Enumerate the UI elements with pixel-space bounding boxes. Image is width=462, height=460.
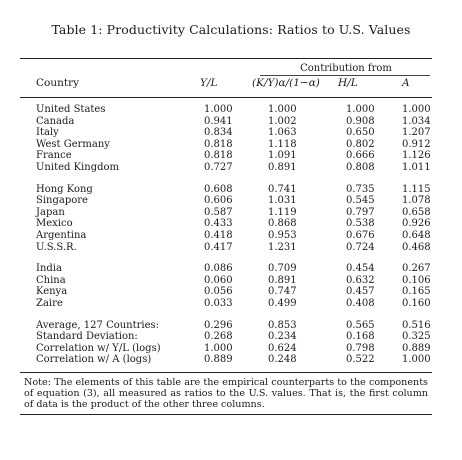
table-row <box>20 127 432 139</box>
value-cell: 1.000 <box>402 354 431 366</box>
row-label-cell: Singapore <box>36 195 88 207</box>
row-label-cell: Average, 127 Countries: <box>36 319 160 331</box>
value-cell: 0.747 <box>268 286 297 298</box>
value-cell: 0.499 <box>268 297 297 309</box>
table-row <box>20 104 432 116</box>
value-cell: 0.709 <box>268 263 297 275</box>
table-caption: Table 1: Productivity Calculations: Ratios to U.S. Values <box>51 22 411 37</box>
table-row <box>20 184 432 196</box>
row-label-cell: Japan <box>36 206 65 218</box>
bottom-rule <box>20 414 432 415</box>
row-label-cell: West Germany <box>36 138 110 150</box>
value-cell: 0.908 <box>346 115 375 127</box>
value-cell: 0.165 <box>402 286 431 298</box>
row-label-cell: Kenya <box>36 286 68 298</box>
value-cell: 0.808 <box>346 161 375 173</box>
value-cell: 0.587 <box>204 206 233 218</box>
col-header-hl: H/L <box>338 77 358 89</box>
value-cell: 0.168 <box>346 331 375 343</box>
value-cell: 1.063 <box>268 127 297 139</box>
row-label-cell: China <box>36 274 66 286</box>
row-label-cell: Argentina <box>36 229 87 241</box>
row-label-cell: Italy <box>36 127 59 139</box>
value-cell: 0.056 <box>204 286 233 298</box>
value-cell: 0.325 <box>402 331 431 343</box>
value-cell: 0.248 <box>268 354 297 366</box>
value-cell: 0.106 <box>402 274 431 286</box>
value-cell: 1.119 <box>268 206 297 218</box>
table-row <box>20 331 432 343</box>
value-cell: 0.160 <box>402 297 431 309</box>
value-cell: 0.268 <box>204 331 233 343</box>
value-cell: 1.031 <box>268 195 297 207</box>
value-cell: 0.818 <box>204 138 233 150</box>
value-cell: 0.889 <box>402 342 431 354</box>
row-label-cell: U.S.S.R. <box>36 241 77 253</box>
value-cell: 0.522 <box>346 354 375 366</box>
value-cell: 0.033 <box>204 297 233 309</box>
value-cell: 0.516 <box>402 319 431 331</box>
value-cell: 0.741 <box>268 183 297 195</box>
value-cell: 1.091 <box>268 150 297 162</box>
group-spacer <box>20 310 432 320</box>
table-row <box>20 139 432 151</box>
value-cell: 1.000 <box>346 104 375 115</box>
value-cell: 1.231 <box>268 241 297 253</box>
value-cell: 0.538 <box>346 218 375 230</box>
table-row <box>20 207 432 219</box>
data-table-body <box>20 104 432 366</box>
value-cell: 0.797 <box>346 206 375 218</box>
value-cell: 0.417 <box>204 241 233 253</box>
value-cell: 0.798 <box>346 342 375 354</box>
value-cell: 0.545 <box>346 195 375 207</box>
value-cell: 0.891 <box>268 161 297 173</box>
value-cell: 0.853 <box>268 319 297 331</box>
spacer-cell <box>20 253 432 263</box>
value-cell: 0.818 <box>204 150 233 162</box>
table-note: Note: The elements of this table are the empirical counterparts to the components of equation (3), all measured as ratios to the U.S. values. That is, the first column of data is the product of the other three columns. <box>24 376 428 411</box>
col-header-ky: (K/Y)α/(1−α) <box>252 77 320 89</box>
value-cell: 0.267 <box>402 263 431 275</box>
table-row <box>20 263 432 275</box>
value-cell: 0.666 <box>346 150 375 162</box>
row-label-cell: France <box>36 150 72 162</box>
value-cell: 0.912 <box>402 138 431 150</box>
value-cell: 0.891 <box>268 274 297 286</box>
table-row <box>20 354 432 366</box>
row-label-cell: India <box>36 263 62 275</box>
value-cell: 0.834 <box>204 127 233 139</box>
data-table <box>20 104 432 366</box>
value-cell: 0.676 <box>346 229 375 241</box>
value-cell: 1.000 <box>204 104 233 115</box>
value-cell: 0.632 <box>346 274 375 286</box>
value-cell: 0.086 <box>204 263 233 275</box>
contribution-header: Contribution from <box>300 63 392 74</box>
value-cell: 1.011 <box>402 161 431 173</box>
table-row <box>20 195 432 207</box>
row-label-cell: Standard Deviation: <box>36 331 138 343</box>
value-cell: 0.454 <box>346 263 375 275</box>
value-cell: 0.648 <box>402 229 431 241</box>
row-label-cell: Correlation w/ Y/L (logs) <box>36 342 161 354</box>
value-cell: 0.941 <box>204 115 233 127</box>
value-cell: 0.060 <box>204 274 233 286</box>
col-header-a: A <box>402 77 410 89</box>
value-cell: 1.115 <box>402 183 431 195</box>
value-cell: 0.468 <box>402 241 431 253</box>
value-cell: 0.727 <box>204 161 233 173</box>
value-cell: 0.565 <box>346 319 375 331</box>
table-row <box>20 320 432 332</box>
row-label-cell: Canada <box>36 115 75 127</box>
col-header-yl: Y/L <box>200 77 218 89</box>
value-cell: 0.624 <box>268 342 297 354</box>
table-header <box>20 59 432 97</box>
group-spacer <box>20 174 432 184</box>
value-cell: 0.418 <box>204 229 233 241</box>
value-cell: 0.724 <box>346 241 375 253</box>
table-frame <box>20 58 432 415</box>
value-cell: 0.926 <box>402 218 431 230</box>
table-row <box>20 242 432 254</box>
value-cell: 1.126 <box>402 150 431 162</box>
table-row <box>20 286 432 298</box>
value-cell: 1.000 <box>268 104 297 115</box>
row-label-cell: United States <box>36 104 106 115</box>
value-cell: 0.658 <box>402 206 431 218</box>
value-cell: 1.000 <box>402 104 431 115</box>
row-label-cell: Correlation w/ A (logs) <box>36 354 152 366</box>
value-cell: 0.608 <box>204 183 233 195</box>
table-row <box>20 275 432 287</box>
spacer-cell <box>20 310 432 320</box>
table-row <box>20 162 432 174</box>
value-cell: 0.408 <box>346 297 375 309</box>
value-cell: 0.457 <box>346 286 375 298</box>
table-row <box>20 343 432 355</box>
value-cell: 0.606 <box>204 195 233 207</box>
table-row <box>20 230 432 242</box>
spacer-cell <box>20 174 432 184</box>
value-cell: 0.234 <box>268 331 297 343</box>
value-cell: 1.078 <box>402 195 431 207</box>
value-cell: 0.650 <box>346 127 375 139</box>
row-label-cell: Zaire <box>36 297 63 309</box>
value-cell: 0.296 <box>204 319 233 331</box>
row-label-cell: Hong Kong <box>36 183 93 195</box>
table-row <box>20 298 432 310</box>
value-cell: 1.207 <box>402 127 431 139</box>
contribution-rule <box>260 75 430 76</box>
col-header-country: Country <box>36 77 80 89</box>
table-row <box>20 218 432 230</box>
value-cell: 1.034 <box>402 115 431 127</box>
table-row <box>20 150 432 162</box>
value-cell: 0.433 <box>204 218 233 230</box>
value-cell: 1.118 <box>268 138 297 150</box>
value-cell: 0.868 <box>268 218 297 230</box>
row-label-cell: Mexico <box>36 218 73 230</box>
value-cell: 1.000 <box>204 342 233 354</box>
value-cell: 0.953 <box>268 229 297 241</box>
value-cell: 0.735 <box>346 183 375 195</box>
value-cell: 0.889 <box>204 354 233 366</box>
row-label-cell: United Kingdom <box>36 161 119 173</box>
value-cell: 0.802 <box>346 138 375 150</box>
group-spacer <box>20 253 432 263</box>
table-row <box>20 116 432 128</box>
value-cell: 1.002 <box>268 115 297 127</box>
